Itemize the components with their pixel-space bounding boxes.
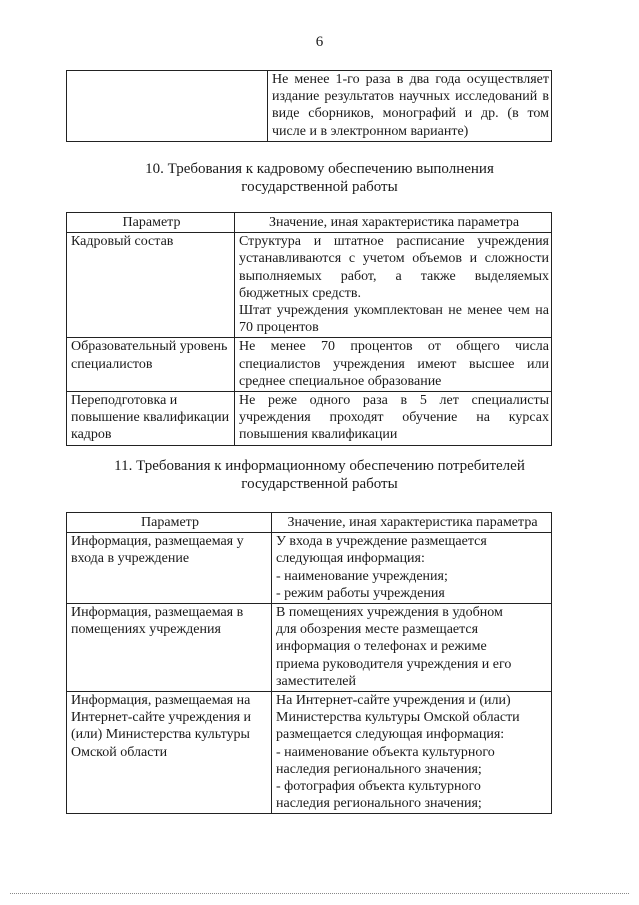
section-10-heading — [0, 160, 639, 196]
section-title-line2: государственной работы — [241, 476, 398, 492]
table-row — [67, 692, 552, 814]
section-title-line1: 10. Требования к кадровому обеспечению выполнения — [145, 161, 494, 177]
table-row — [67, 338, 552, 392]
column-header-parameter: Параметр — [67, 513, 272, 533]
table-row — [67, 604, 552, 692]
value-line: наследия регионального значения; — [276, 761, 482, 777]
value-line: В помещениях учреждения в удобном — [276, 605, 503, 621]
table-row — [67, 392, 552, 446]
value-cell — [235, 233, 552, 338]
value-cell — [272, 692, 552, 814]
table-header-row — [67, 513, 552, 533]
page-number: 6 — [315, 34, 324, 50]
value-line: размещается следующая информация: — [276, 727, 505, 743]
section-title-line1: 11. Требования к информационному обеспечению потребителей — [114, 458, 525, 474]
column-header-value: Значение, иная характеристика параметра — [235, 213, 552, 233]
param-cell: Кадровый состав — [67, 233, 235, 338]
param-cell: Информация, размещаемая в помещениях учреждения — [67, 604, 272, 692]
value-cell — [272, 604, 552, 692]
value-line: заместителей — [276, 673, 357, 689]
column-header-value: Значение, иная характеристика параметра — [272, 513, 552, 533]
empty-cell — [67, 71, 268, 142]
table-row — [67, 533, 552, 604]
value-line: У входа в учреждение размещается — [276, 534, 487, 550]
value-line: - наименование объекта культурного — [276, 744, 495, 760]
param-cell: Информация, размещаемая на Интернет-сайте учреждения и (или) Министерства культуры Омской области — [67, 692, 272, 814]
section-11-heading — [0, 457, 639, 493]
param-cell: Образовательный уровень специалистов — [67, 338, 235, 392]
value-line: для обозрения месте размещается — [276, 622, 479, 638]
value-cell: Не реже одного раза в 5 лет специалисты учреждения проходят обучение на курсах повышения квалификации — [235, 392, 552, 446]
value-line: - фотография объекта культурного — [276, 779, 481, 795]
information-requirements-table — [66, 512, 552, 814]
value-text: Штат учреждения укомплектован не менее чем на 70 процентов — [239, 303, 549, 336]
value-cell: Не менее 70 процентов от общего числа специалистов учреждения имеют высшее или среднее специальное образование — [235, 338, 552, 392]
continuation-table — [66, 70, 552, 142]
value-text: Структура и штатное расписание учреждения устанавливаются с учетом объемов и сложности выполняемых работ, а также выделяемых бюджетных средств. — [239, 234, 549, 301]
table-header-row — [67, 213, 552, 233]
value-line: следующая информация: — [276, 551, 425, 567]
value-line: информация о телефонах и режиме — [276, 639, 487, 655]
value-cell — [272, 533, 552, 604]
table-cell: Не менее 1-го раза в два года осуществляет издание результатов научных исследований в виде сборников, монографий и др. (в том числе и в электронном варианте) — [268, 71, 552, 142]
value-line: На Интернет-сайте учреждения и (или) — [276, 693, 511, 709]
section-title-line2: государственной работы — [241, 179, 398, 195]
value-line: Министерства культуры Омской области — [276, 710, 520, 726]
table-row — [67, 233, 552, 338]
table-row — [67, 71, 552, 142]
param-cell: Переподготовка и повышение квалификации кадров — [67, 392, 235, 446]
value-line: - наименование учреждения; — [276, 568, 448, 584]
page-bottom-divider — [10, 893, 629, 894]
value-line: наследия регионального значения; — [276, 796, 482, 812]
value-line: - режим работы учреждения — [276, 585, 445, 601]
value-line: приема руководителя учреждения и его — [276, 656, 512, 672]
param-cell: Информация, размещаемая у входа в учреждение — [67, 533, 272, 604]
staffing-requirements-table — [66, 212, 552, 446]
column-header-parameter: Параметр — [67, 213, 235, 233]
